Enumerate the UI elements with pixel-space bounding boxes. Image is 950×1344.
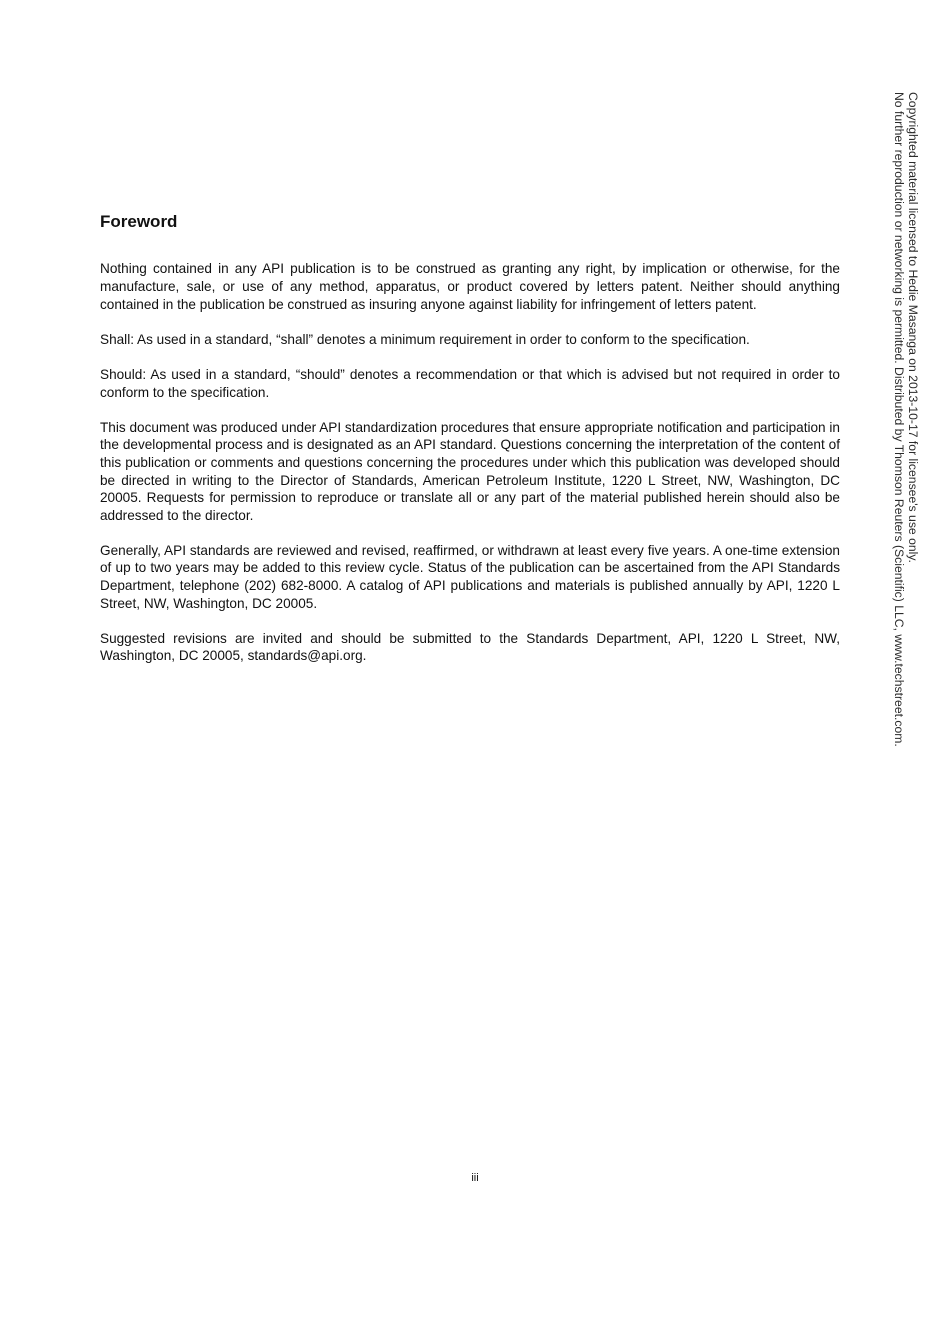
- copyright-notice: [892, 92, 920, 747]
- paragraph-suggested-revisions: Suggested revisions are invited and should be submitted to the Standards Department, API, 1220 L Street, NW, Washington, DC 20005, standards@api.org.: [100, 630, 840, 664]
- page-number: iii: [471, 1172, 479, 1184]
- copyright-sidebar: [880, 92, 920, 747]
- paragraph-review-cycle: Generally, API standards are reviewed and revised, reaffirmed, or withdrawn at least every five years. A one-time extension of up to two years may be added to this review cycle. Status of the publication can be ascertained from the API Standards Department, telephone (202) 682-8000. A catalog of API publications and materials is published annually by API, 1220 L Street, NW, Washington, DC 20005.: [100, 542, 840, 611]
- paragraph-shall-definition: Shall: As used in a standard, “shall” denotes a minimum requirement in order to conform to the specification.: [100, 331, 750, 347]
- paragraph-patent-disclaimer: Nothing contained in any API publication is to be construed as granting any right, by implication or otherwise, for the manufacture, sale, or use of any method, apparatus, or product covered by letters patent. Neither should anything contained in the publication be construed as insuring anyone against liability for infringement of letters patent.: [100, 261, 840, 312]
- paragraph-should-definition: Should: As used in a standard, “should” denotes a recommendation or that which is advised but not required in order to conform to the specification.: [100, 366, 840, 400]
- page-title: Foreword: [100, 212, 178, 231]
- paragraph-standardization-procedures: This document was produced under API standardization procedures that ensure appropriate notification and participation in the developmental process and is designated as an API standard. Questions concerning the interpretation of the content of this publication or comments and questions concerning the procedures under which this publication was developed should be directed in writing to the Director of Standards, American Petroleum Institute, 1220 L Street, NW, Washington, DC 20005. Requests for permission to reproduce or translate all or any part of the material published herein should also be addressed to the director.: [100, 419, 840, 523]
- copyright-line-1: Copyrighted material licensed to Hedie Masanga on 2013-10-17 for licensee's use only.: [906, 92, 920, 563]
- copyright-line-2: No further reproduction or networking is permitted. Distributed by Thomson Reuters (Scientific) LLC, www.techstreet.com.: [892, 92, 906, 747]
- page-content: [100, 212, 840, 683]
